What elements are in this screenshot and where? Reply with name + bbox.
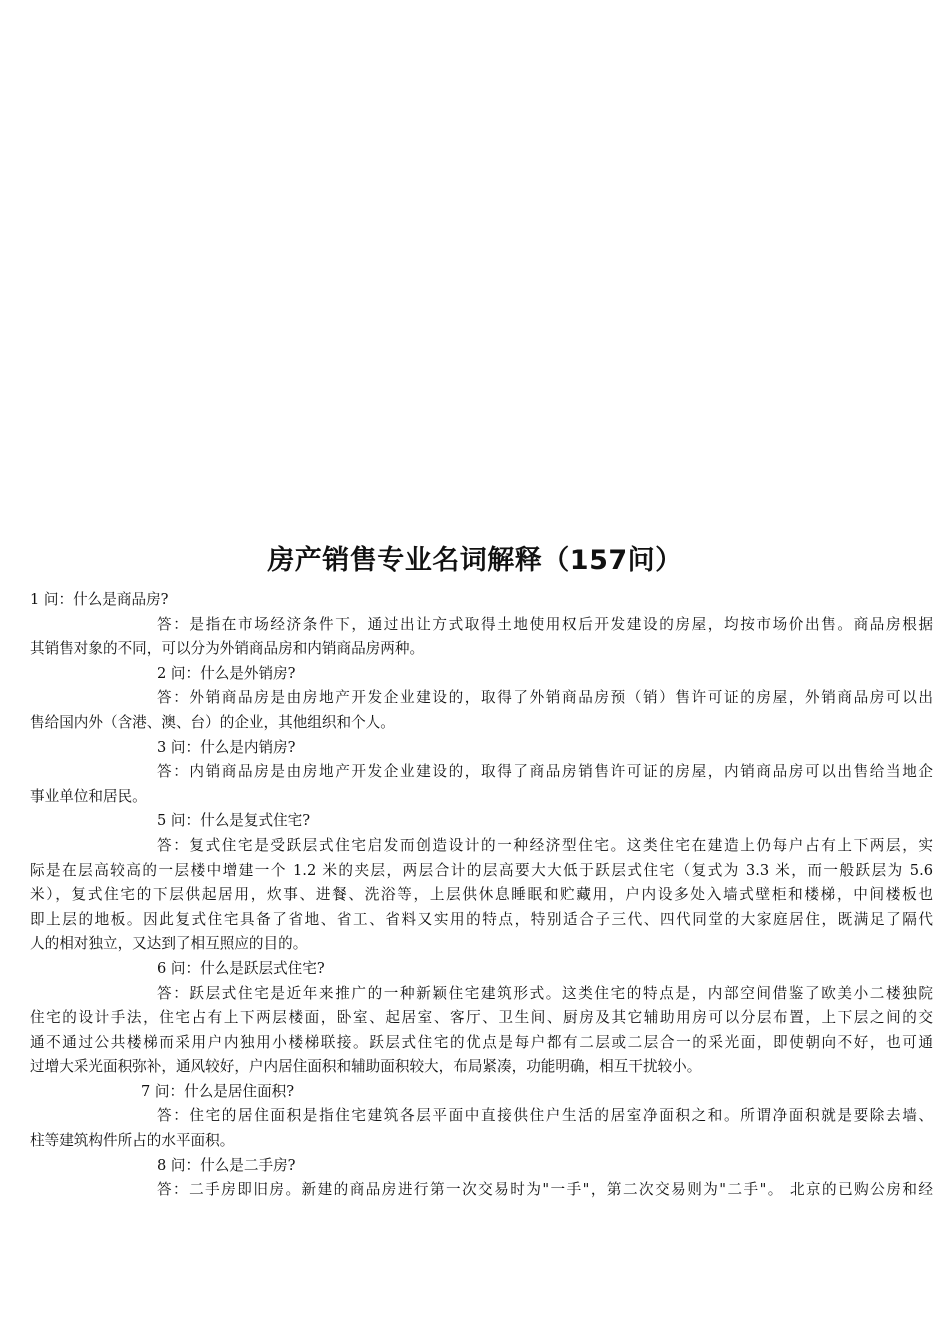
- question-5: 5 问：什么是复式住宅?: [157, 812, 311, 830]
- answer-6-line-4: 过增大采光面积弥补，通风较好，户内居住面积和辅助面积较大，布局紧凑，功能明确，相互干扰较小。: [30, 1058, 702, 1076]
- answer-8-line-1: 答：二手房即旧房。新建的商品房进行第一次交易时为"一手"，第二次交易则为"二手"。 北京的已购公房和经: [157, 1181, 933, 1199]
- answer-5-line-2: 际是在层高较高的一层楼中增建一个 1.2 米的夹层，两层合计的层高要大大低于跃层式住宅（复式为 3.3 米，而一般跃层为 5.6: [30, 861, 933, 879]
- document-body: [30, 588, 933, 1203]
- answer-7-line-2: 柱等建筑构件所占的水平面积。: [30, 1132, 235, 1150]
- answer-6-line-3: 通不通过公共楼梯而采用户内独用小楼梯联接。跃层式住宅的优点是每户都有二层或二层合一的采光面，即使朝向不好，也可通: [30, 1033, 933, 1051]
- answer-3-line-2: 事业单位和居民。: [30, 787, 147, 805]
- answer-5-line-4: 即上层的地板。因此复式住宅具备了省地、省工、省料又实用的特点，特别适合子三代、四代同堂的大家庭居住，既满足了隔代: [30, 910, 933, 928]
- answer-6-line-2: 住宅的设计手法，住宅占有上下两层楼面，卧室、起居室、客厅、卫生间、厨房及其它辅助用房可以分层布置，上下层之间的交: [30, 1009, 933, 1027]
- answer-5-line-5: 人的相对独立，又达到了相互照应的目的。: [30, 935, 308, 953]
- question-7: 7 问：什么是居住面积?: [141, 1082, 295, 1100]
- answer-2-line-2: 售给国内外（含港、澳、台）的企业，其他组织和个人。: [30, 713, 395, 731]
- answer-3-line-1: 答：内销商品房是由房地产开发企业建设的，取得了商品房销售许可证的房屋，内销商品房可以出售给当地企: [157, 763, 933, 781]
- question-6: 6 问：什么是跃层式住宅?: [157, 959, 325, 977]
- answer-5-line-3: 米），复式住宅的下层供起居用，炊事、进餐、洗浴等，上层供休息睡眠和贮藏用，户内设多处入墙式壁柜和楼梯，中间楼板也: [30, 886, 933, 904]
- question-1: 1 问：什么是商品房?: [30, 591, 169, 608]
- answer-1-line-2: 其销售对象的不同，可以分为外销商品房和内销商品房两种。: [30, 640, 425, 658]
- answer-1-line-1: 答：是指在市场经济条件下，通过出让方式取得土地使用权后开发建设的房屋，均按市场价出售。商品房根据: [157, 615, 933, 633]
- question-8: 8 问：什么是二手房?: [157, 1156, 296, 1174]
- question-3: 3 问：什么是内销房?: [157, 738, 296, 756]
- question-2: 2 问：什么是外销房?: [157, 664, 296, 682]
- answer-5-line-1: 答：复式住宅是受跃层式住宅启发而创造设计的一种经济型住宅。这类住宅在建造上仍每户占有上下两层，实: [157, 836, 933, 854]
- answer-2-line-1: 答：外销商品房是由房地产开发企业建设的，取得了外销商品房预（销）售许可证的房屋，外销商品房可以出: [157, 689, 933, 707]
- answer-7-line-1: 答：住宅的居住面积是指住宅建筑各层平面中直接供住户生活的居室净面积之和。所谓净面积就是要除去墙、: [157, 1107, 933, 1125]
- document-title: 房产销售专业名词解释（157问）: [267, 545, 683, 576]
- answer-6-line-1: 答：跃层式住宅是近年来推广的一种新颖住宅建筑形式。这类住宅的特点是，内部空间借鉴了欧美小二楼独院: [157, 984, 933, 1002]
